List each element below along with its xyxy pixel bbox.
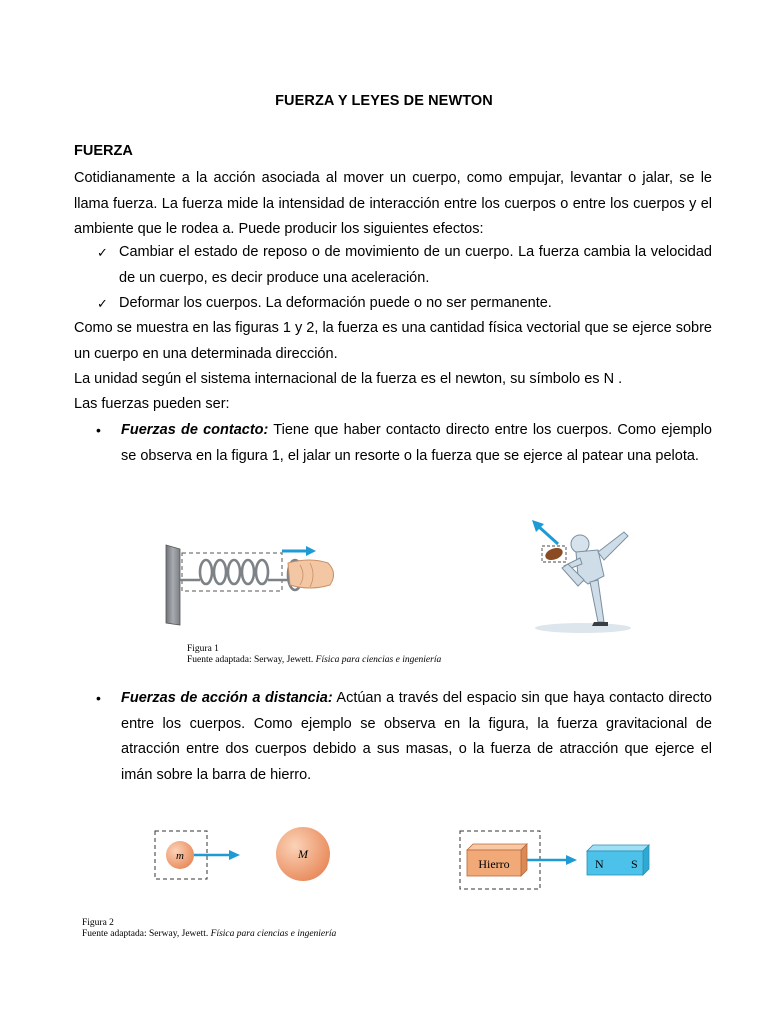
helmet-shape xyxy=(571,535,589,553)
magnet-north-label: N xyxy=(595,857,604,871)
magnet-south-label: S xyxy=(631,857,638,871)
force-type-description: Actúan a través del espacio sin que haya contacto directo entre los cuerpos. Como ejemplo se observa en la figura, la fuerza gravitacional de atracción entre dos cuerpos debido a sus masas, o la fuerza de atracción que ejerce el imán sobre la barra de hierro. xyxy=(121,690,712,783)
figure2-caption xyxy=(82,918,336,940)
ground-shadow xyxy=(535,623,631,633)
large-mass-label: M xyxy=(298,847,308,861)
effect-text: Deformar los cuerpos. La deformación puede o no ser permanente. xyxy=(119,295,552,311)
force-arrow xyxy=(538,526,558,544)
figure1-caption xyxy=(187,644,441,666)
force-type-item xyxy=(96,418,712,469)
iron-label: Hierro xyxy=(478,857,510,871)
figure2-source xyxy=(82,929,336,940)
document-title: FUERZA Y LEYES DE NEWTON xyxy=(275,93,493,109)
figure1-label: Figura 1 xyxy=(187,644,219,654)
vector-paragraph: Como se muestra en las figuras 1 y 2, la fuerza es una cantidad física vectorial que se ejerce sobre un cuerpo en una determinada dirección. xyxy=(74,320,712,362)
football-shape xyxy=(544,546,565,562)
force-type-term: Fuerzas de contacto: xyxy=(121,422,269,438)
spring-illustration xyxy=(160,535,340,630)
effect-text: Cambiar el estado de reposo o de movimiento de un cuerpo. La fuerza cambia la velocidad de un cuerpo, es decir produce una aceleración. xyxy=(119,244,712,286)
bullet-icon: • xyxy=(96,422,101,438)
figure2-label: Figura 2 xyxy=(82,918,114,928)
section-heading: FUERZA xyxy=(74,143,133,159)
force-type-text xyxy=(121,686,712,788)
gravitation-illustration xyxy=(150,826,340,884)
force-type-term: Fuerzas de acción a distancia: xyxy=(121,690,333,706)
checkmark-icon: ✓ xyxy=(97,245,108,260)
spring-coil xyxy=(180,560,302,590)
force-type-text xyxy=(121,418,712,469)
bullet-icon: • xyxy=(96,690,101,706)
force-type-item xyxy=(96,686,712,788)
wall-shape xyxy=(166,545,180,625)
intro-paragraph: Cotidianamente a la acción asociada al mover un cuerpo, como empujar, levantar o jalar, se le llama fuerza. La fuerza mide la intensidad de interacción entre los cuerpos o entre los cuerpos y el ambiente que le rodea a. Puede producir los siguientes efectos: xyxy=(74,170,712,237)
kicker-illustration xyxy=(528,518,638,636)
standing-leg xyxy=(590,580,604,622)
checkmark-icon: ✓ xyxy=(97,296,108,311)
figure1-source xyxy=(187,655,441,666)
unit-line: La unidad según el sistema internacional de la fuerza es el newton, su símbolo es N . xyxy=(74,371,623,387)
figure1-source-prefix: Fuente adaptada: Serway, Jewett. xyxy=(187,655,316,665)
force-type-description: Tiene que haber contacto directo entre los cuerpos. Como ejemplo se observa en la figura 1, el jalar un resorte o la fuerza que se ejerce al patear una pelota. xyxy=(121,422,712,464)
effect-item xyxy=(97,240,712,291)
effect-item xyxy=(97,291,712,317)
magnet-illustration xyxy=(455,826,655,894)
types-intro: Las fuerzas pueden ser: xyxy=(74,396,230,412)
small-mass-label: m xyxy=(176,850,184,862)
figure2-source-prefix: Fuente adaptada: Serway, Jewett. xyxy=(82,929,211,939)
figure1-source-title: Física para ciencias e ingeniería xyxy=(315,655,442,665)
figure2-source-title: Física para ciencias e ingeniería xyxy=(210,929,337,939)
